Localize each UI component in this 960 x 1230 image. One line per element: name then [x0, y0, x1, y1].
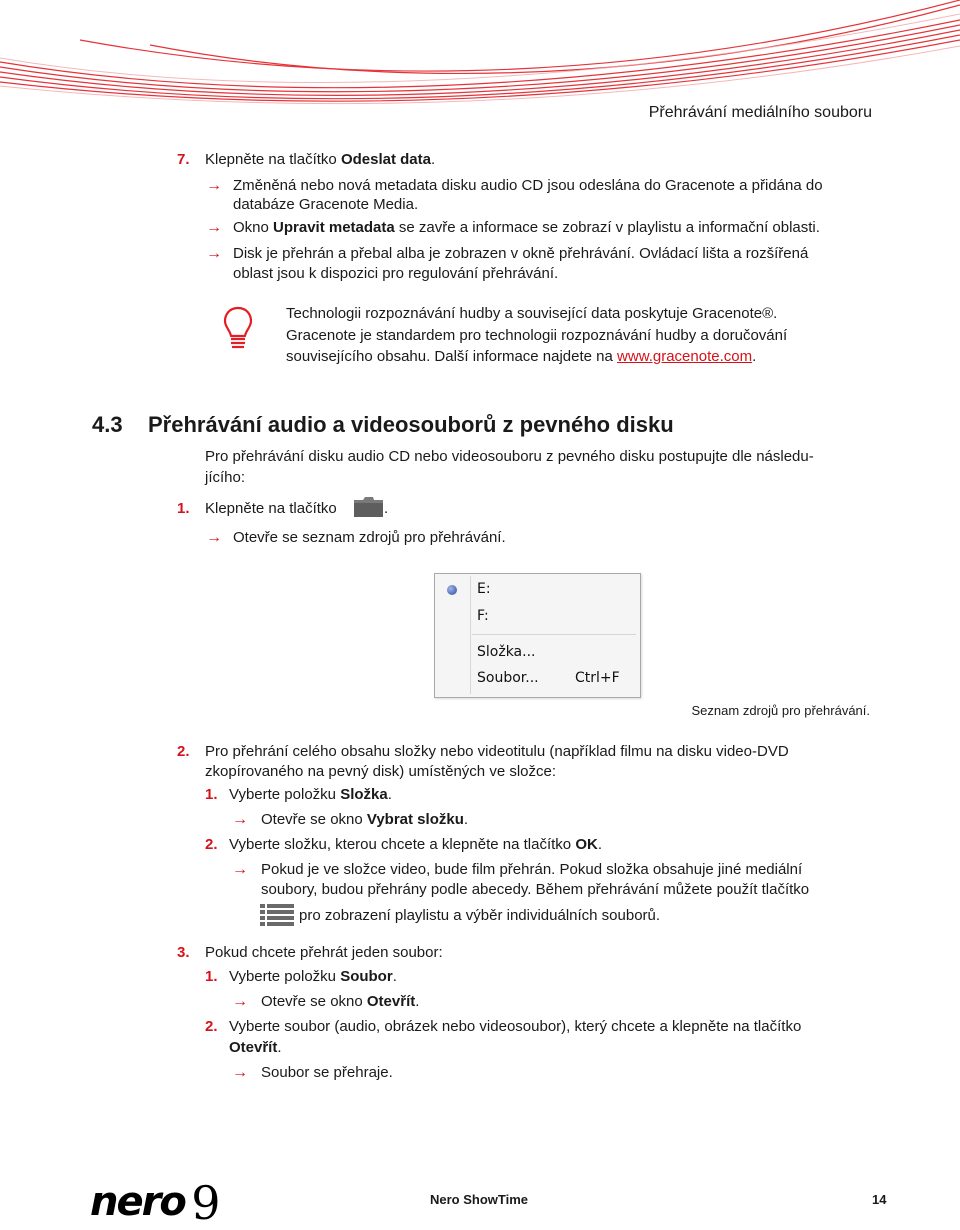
menu-item-file[interactable]: Soubor...	[477, 670, 539, 686]
source-context-menu	[434, 573, 641, 698]
arrow-right-icon: →	[232, 811, 248, 828]
radio-selected-icon	[447, 585, 457, 595]
step-number: 1.	[177, 500, 190, 517]
section-number: 4.3	[92, 412, 123, 437]
arrow-right-icon: →	[232, 1064, 248, 1081]
result-text: oblast jsou k dispozici pro regulování přehrávání.	[233, 265, 559, 282]
tip-text: Technologii rozpoznávání hudby a související data poskytuje Gracenote®.	[286, 305, 778, 322]
result-text: Otevře se okno Vybrat složku.	[261, 811, 469, 828]
step-text: Pro přehrání celého obsahu složky nebo videotitulu (například filmu na disku video-DVD	[205, 743, 789, 760]
result-text: Disk je přehrán a přebal alba je zobrazen v okně přehrávání. Ovládací lišta a rozšířená	[233, 245, 809, 262]
substep-text: Vyberte položku Soubor.	[229, 968, 397, 985]
page-number: 14	[872, 1192, 887, 1207]
result-text: databáze Gracenote Media.	[233, 196, 419, 213]
menu-item-drive-e[interactable]: E:	[477, 581, 491, 597]
gracenote-link[interactable]: www.gracenote.com	[617, 348, 753, 365]
arrow-right-icon: →	[206, 177, 222, 194]
substep-number: 2.	[205, 836, 218, 853]
nero-logo: nero 9	[90, 1176, 221, 1230]
result-text: Okno Upravit metadata se zavře a informace se zobrazí v playlistu a informační oblasti.	[233, 219, 820, 236]
tip-text: Gracenote je standardem pro technologii rozpoznávání hudby a doručování	[286, 327, 788, 344]
substep-text: Vyberte položku Složka.	[229, 786, 392, 803]
menu-item-drive-f[interactable]: F:	[477, 608, 489, 624]
result-text: Otevře se okno Otevřít.	[261, 993, 420, 1010]
intro-text: Pro přehrávání disku audio CD nebo videosouboru z pevného disku postupujte dle následu-	[205, 448, 814, 465]
footer-product: Nero ShowTime	[430, 1192, 529, 1207]
running-header: Přehrávání mediálního souboru	[648, 104, 872, 121]
result-text: Změněná nebo nová metadata disku audio CD jsou odeslána do Gracenote a přidána do	[233, 177, 823, 194]
lightbulb-icon	[222, 306, 254, 350]
step-text: Klepněte na tlačítko	[205, 500, 337, 517]
arrow-right-icon: →	[206, 245, 222, 262]
result-text: Otevře se seznam zdrojů pro přehrávání.	[233, 529, 506, 546]
result-text: soubory, budou přehrány podle abecedy. Během přehrávání můžete použít tlačítko	[261, 881, 810, 898]
section-title: Přehrávání audio a videosouborů z pevného disku	[148, 412, 674, 437]
menu-separator	[472, 634, 636, 635]
step-number: 2.	[177, 743, 190, 760]
result-text: Soubor se přehraje.	[261, 1064, 393, 1081]
intro-text: jícího:	[205, 469, 246, 486]
arrow-right-icon: →	[206, 529, 222, 546]
arrow-right-icon: →	[232, 993, 248, 1010]
result-text: pro zobrazení playlistu a výběr individuálních souborů.	[299, 907, 661, 924]
substep-text: Vyberte složku, kterou chcete a klepněte na tlačítko OK.	[229, 836, 602, 853]
figure-caption: Seznam zdrojů pro přehrávání.	[691, 703, 870, 718]
substep-number: 1.	[205, 786, 218, 803]
button-name: Odeslat data	[340, 151, 431, 168]
step-text: Klepněte na tlačítko Odeslat data.	[205, 151, 436, 168]
substep-number: 1.	[205, 968, 218, 985]
folder-button-icon[interactable]	[353, 496, 384, 518]
result-text: Pokud je ve složce video, bude film přehrán. Pokud složka obsahuje jiné mediální	[261, 861, 803, 878]
menu-shortcut: Ctrl+F	[575, 670, 620, 686]
step-number: 3.	[177, 944, 190, 961]
step-number: 7.	[177, 151, 190, 168]
substep-text: Otevřít.	[229, 1039, 282, 1056]
header-swoosh-decoration	[0, 0, 960, 110]
step-text: zkopírovaného na pevný disk) umístěných ve složce:	[205, 763, 557, 780]
arrow-right-icon: →	[232, 861, 248, 878]
menu-item-folder[interactable]: Složka...	[477, 644, 536, 660]
playlist-button-icon[interactable]	[260, 903, 294, 927]
substep-text: Vyberte soubor (audio, obrázek nebo videosoubor), který chcete a klepněte na tlačítko	[229, 1018, 802, 1035]
step-text: Pokud chcete přehrát jeden soubor:	[205, 944, 443, 961]
arrow-right-icon: →	[206, 219, 222, 236]
tip-text: souvisejícího obsahu. Další informace najdete na www.gracenote.com.	[286, 348, 757, 365]
substep-number: 2.	[205, 1018, 218, 1035]
